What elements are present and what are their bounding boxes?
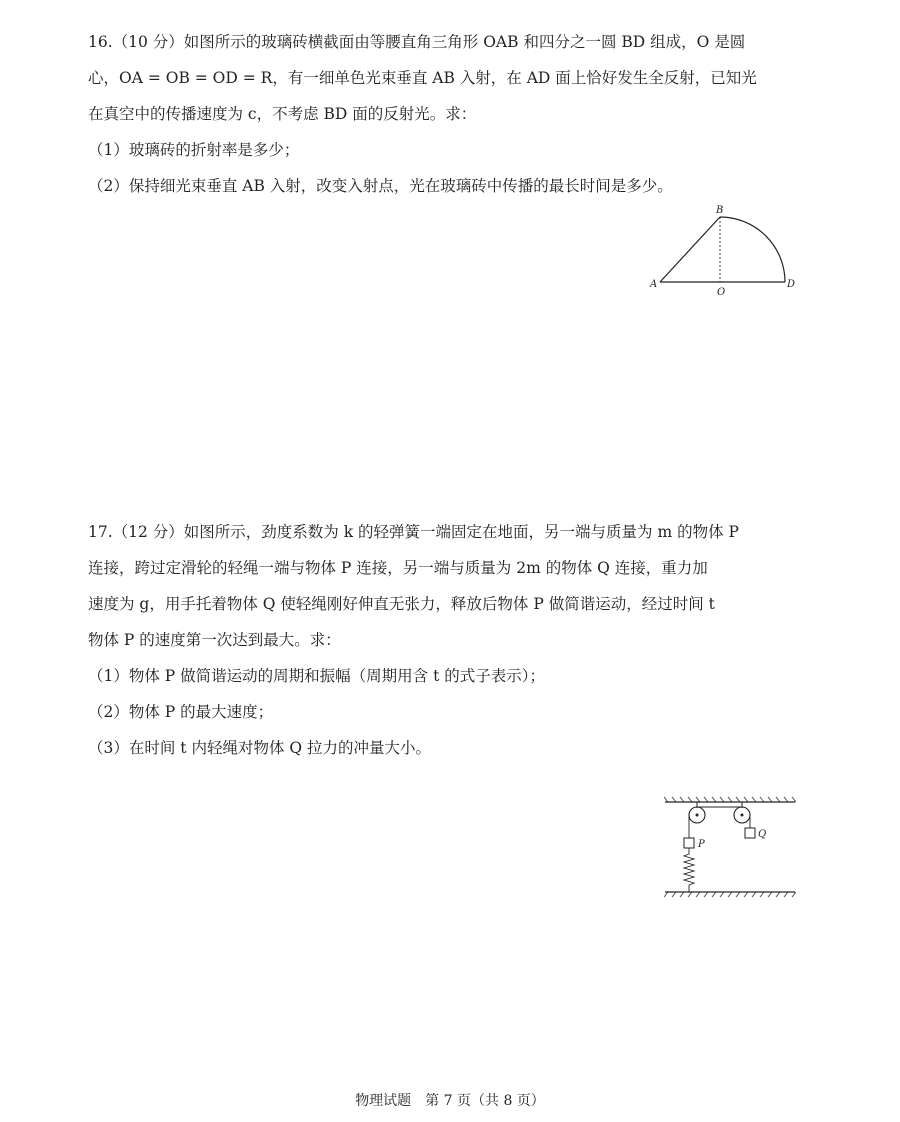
problem-17-line-4: 物体 P 的速度第一次达到最大。求： xyxy=(88,631,341,649)
spring xyxy=(684,848,694,892)
pulley-left xyxy=(689,802,705,823)
label-b: B xyxy=(716,205,724,216)
block-q xyxy=(745,828,755,838)
label-p: P xyxy=(698,839,705,850)
page-footer: 物理试题 第 7 页（共 8 页） xyxy=(355,1093,545,1109)
label-q: Q xyxy=(758,829,767,840)
problem-16-line-1: 16.（10 分）如图所示的玻璃砖横截面由等腰直角三角形 OAB 和四分之一圆 BD 组成，O 是圆 xyxy=(88,33,746,51)
problem-17-line-3: 速度为 g，用手托着物体 Q 使轻绳刚好伸直无张力，释放后物体 P 做简谐运动，经过时间 t xyxy=(88,595,715,613)
glass-brick-figure xyxy=(640,200,800,300)
problem-16-line-2: 心，OA = OB = OD = R，有一细单色光束垂直 AB 入射，在 AD 面上恰好发生全反射，已知光 xyxy=(88,69,757,87)
problem-17-line-2: 连接，跨过定滑轮的轻绳一端与物体 P 连接，另一端与质量为 2m 的物体 Q 连接，重力加 xyxy=(88,559,708,577)
spring-pulley-figure xyxy=(660,790,800,910)
label-a: A xyxy=(650,279,658,290)
problem-17-question-1: （1）物体 P 做简谐运动的周期和振幅（周期用含 t 的式子表示）； xyxy=(88,667,545,685)
problem-16-question-2: （2）保持细光束垂直 AB 入射，改变入射点，光在玻璃砖中传播的最长时间是多少。 xyxy=(88,177,673,195)
problem-17-question-2: （2）物体 P 的最大速度； xyxy=(88,703,274,721)
label-o: O xyxy=(717,287,726,298)
label-d: D xyxy=(787,279,796,290)
problem-16-line-3: 在真空中的传播速度为 c，不考虑 BD 面的反射光。求： xyxy=(88,105,477,123)
ceiling xyxy=(664,797,796,802)
ground xyxy=(664,892,796,897)
problem-17-line-1: 17.（12 分）如图所示，劲度系数为 k 的轻弹簧一端固定在地面，另一端与质量为 m 的物体 P xyxy=(88,523,739,541)
ab-face-line xyxy=(660,217,720,282)
block-p xyxy=(684,838,694,848)
pulley-right xyxy=(734,802,750,823)
problem-16-question-1: （1）玻璃砖的折射率是多少； xyxy=(88,141,300,159)
bd-arc xyxy=(720,217,785,282)
problem-17-question-3: （3）在时间 t 内轻绳对物体 Q 拉力的冲量大小。 xyxy=(88,739,432,757)
